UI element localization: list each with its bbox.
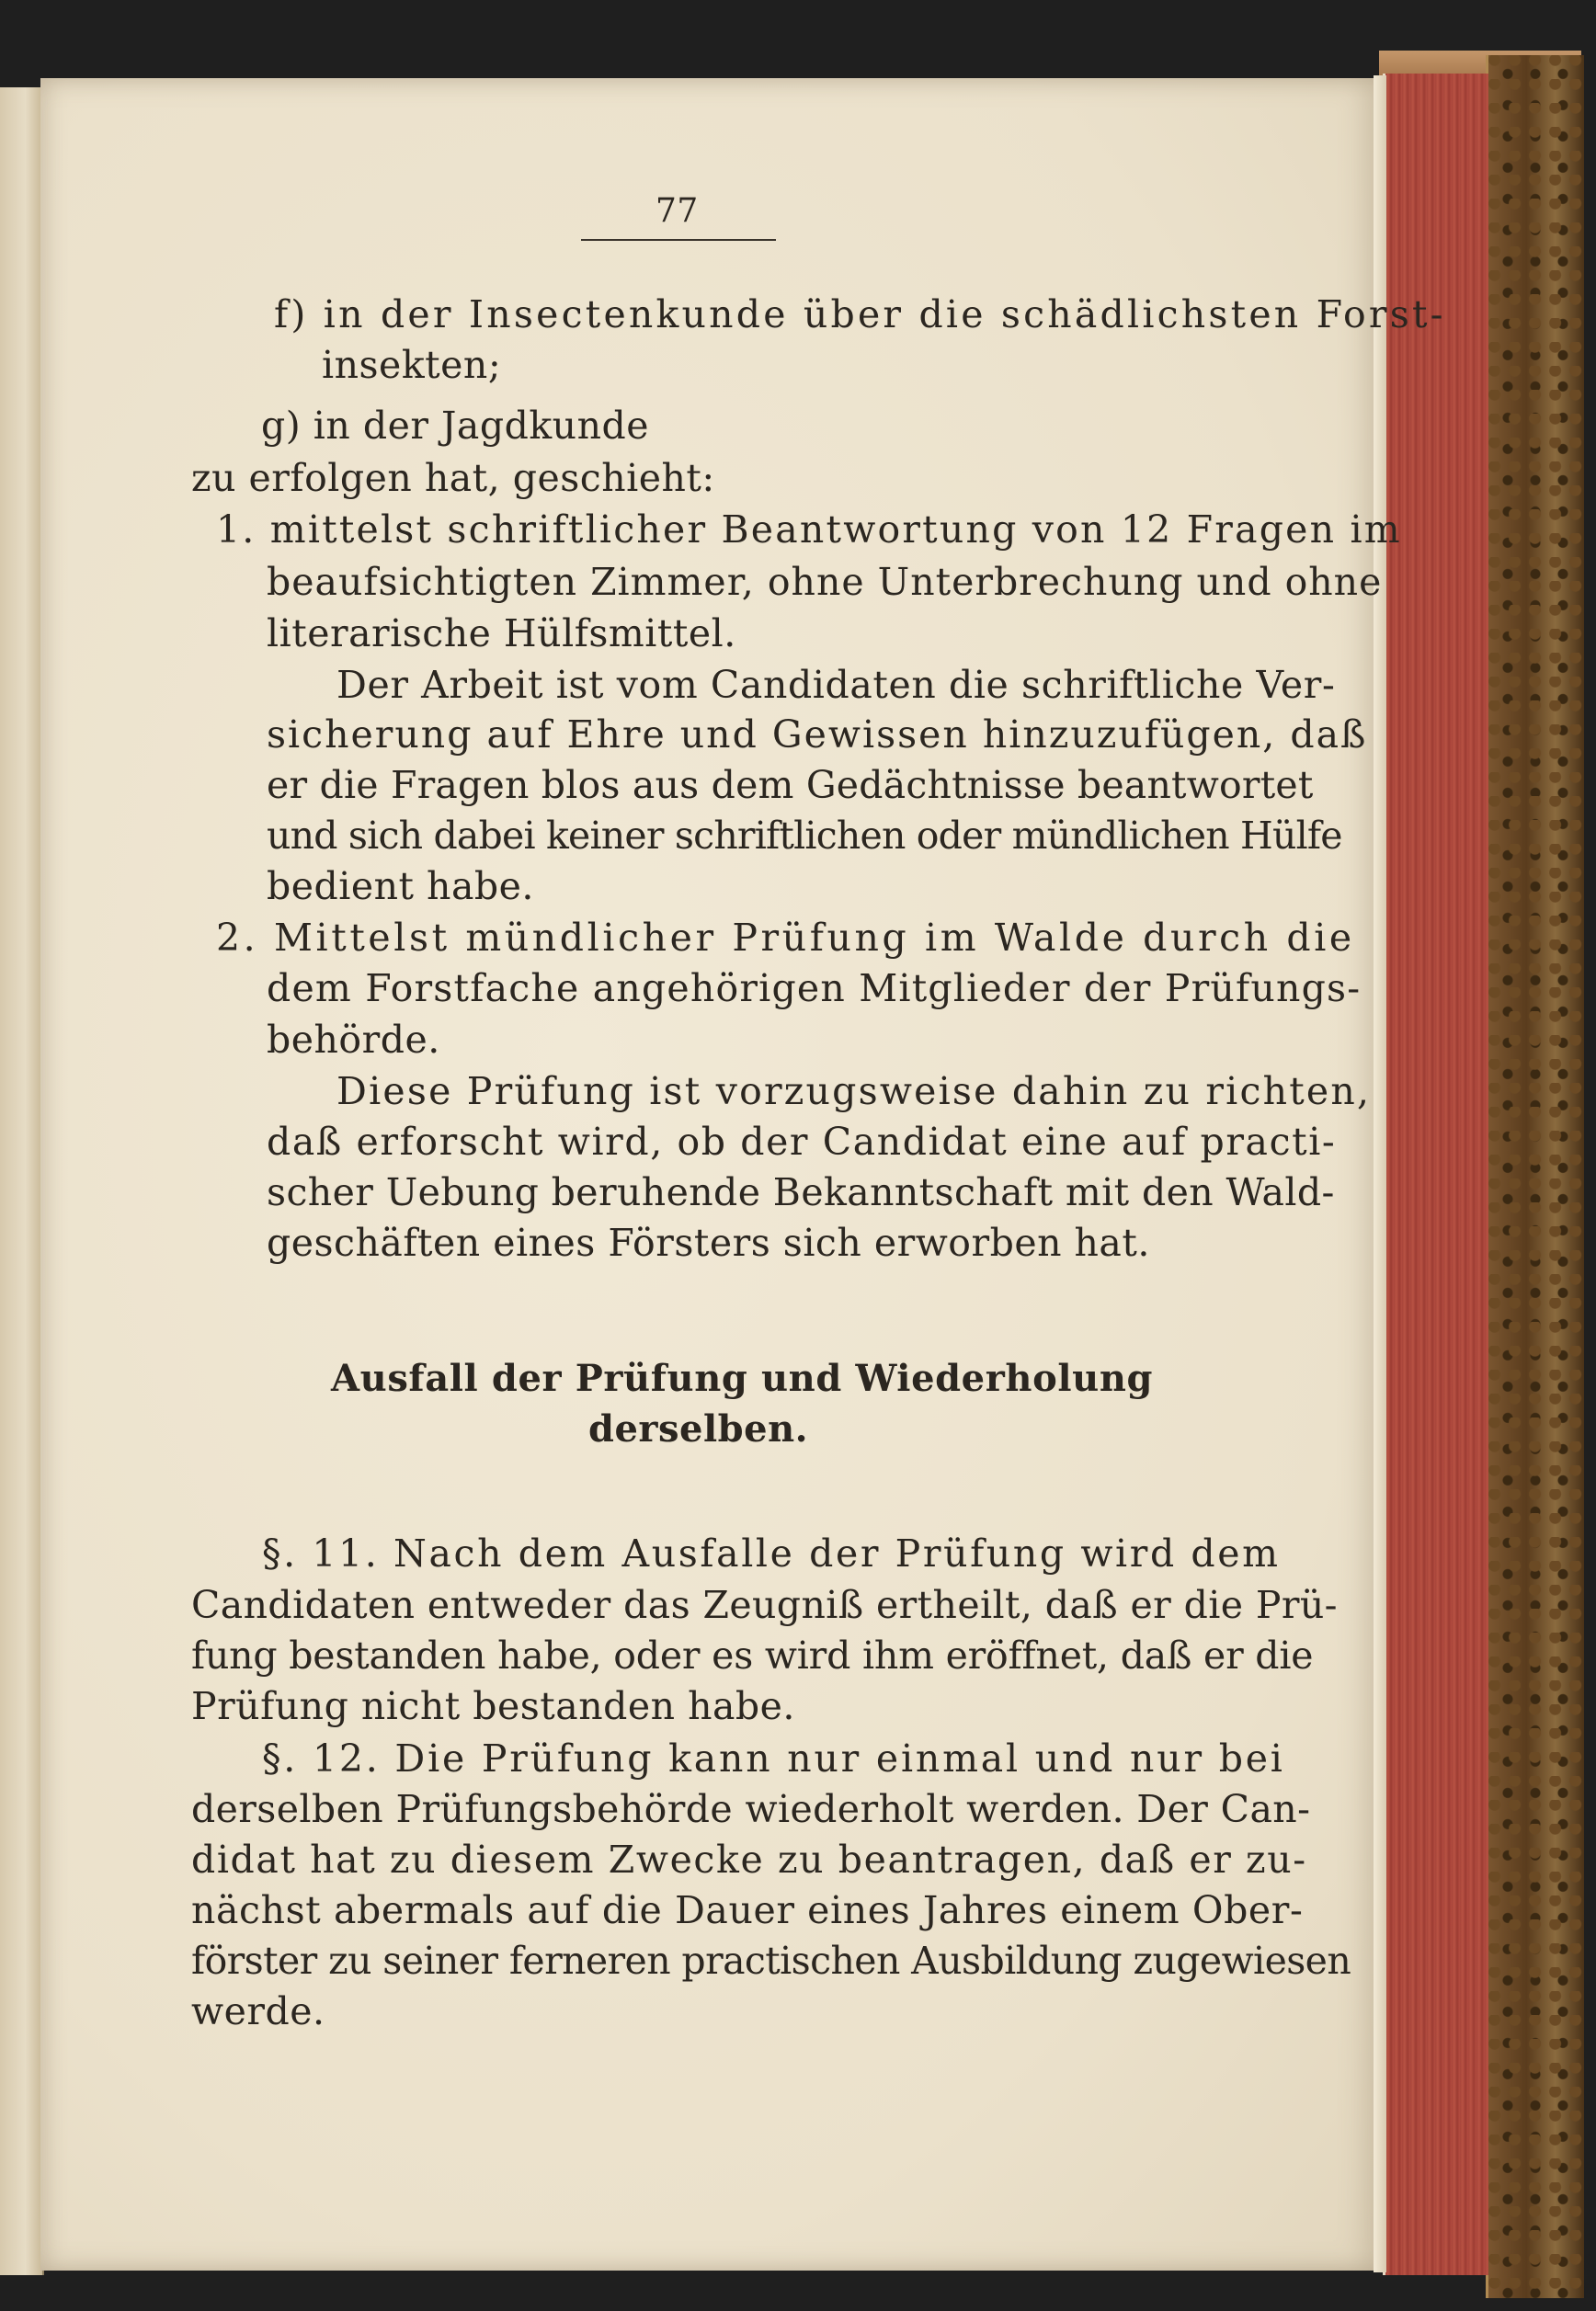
text-line: 1. mittelst schriftlicher Beantwortung von 12 Fragen im [216, 507, 1402, 552]
paragraph-11-line: fung bestanden habe, oder es wird ihm eröffnet, daß er die [191, 1634, 1314, 1678]
text-line: zu erfolgen hat, geschieht: [191, 456, 715, 500]
paragraph-12-line: förster zu seiner ferneren practischen Ausbildung zugewiesen [191, 1939, 1351, 1983]
text-line: scher Uebung beruhende Bekanntschaft mit den Wald- [267, 1170, 1335, 1214]
text-line: f) in der Insectenkunde über die schädlichsten Forst- [274, 292, 1446, 336]
paragraph-12-line: didat hat zu diesem Zwecke zu beantragen, daß er zu- [191, 1838, 1307, 1882]
text-line: bedient habe. [267, 864, 534, 908]
page-number: 77 [656, 192, 699, 230]
paragraph-12-line: nächst abermals auf die Dauer eines Jahres einem Ober- [191, 1888, 1304, 1932]
paragraph-11-line: Prüfung nicht bestanden habe. [191, 1684, 795, 1728]
text-line: sicherung auf Ehre und Gewissen hinzuzufügen, daß [267, 712, 1368, 757]
paragraph-12-line: derselben Prüfungsbehörde wiederholt werden. Der Can- [191, 1787, 1311, 1831]
paragraph-11-line: Candidaten entweder das Zeugniß ertheilt, daß er die Prü- [191, 1583, 1338, 1627]
text-line: er die Fragen blos aus dem Gedächtnisse beantwortet [267, 763, 1314, 807]
text-line: daß erforscht wird, ob der Candidat eine auf practi- [267, 1120, 1337, 1164]
text-line: 2. Mittelst mündlicher Prüfung im Walde durch die [216, 916, 1355, 960]
text-line: g) in der Jagdkunde [261, 404, 650, 448]
text-line: und sich dabei keiner schriftlichen oder mündlichen Hülfe [267, 814, 1342, 858]
paragraph-12-line: §. 12. Die Prüfung kann nur einmal und nur bei [262, 1736, 1285, 1781]
paragraph-11-line: §. 11. Nach dem Ausfalle der Prüfung wird dem [262, 1531, 1281, 1576]
section-heading-line1: Ausfall der Prüfung und Wiederholung [331, 1357, 1154, 1400]
text-line: literarische Hülfsmittel. [267, 611, 736, 655]
text-line: Diese Prüfung ist vorzugsweise dahin zu richten, [336, 1069, 1372, 1113]
text-line: geschäften eines Försters sich erworben hat. [267, 1221, 1150, 1265]
paragraph-12-line: werde. [191, 1989, 325, 2033]
text-line: beaufsichtigten Zimmer, ohne Unterbrechung und ohne [267, 560, 1383, 604]
text-line: dem Forstfache angehörigen Mitglieder der Prüfungs- [267, 966, 1362, 1010]
section-heading-line2: derselben. [588, 1407, 809, 1451]
text-line: insekten; [322, 343, 502, 387]
text-line: Der Arbeit ist vom Candidaten die schriftliche Ver- [336, 663, 1336, 707]
text-line: behörde. [267, 1018, 440, 1062]
page-number-rule [581, 239, 776, 241]
